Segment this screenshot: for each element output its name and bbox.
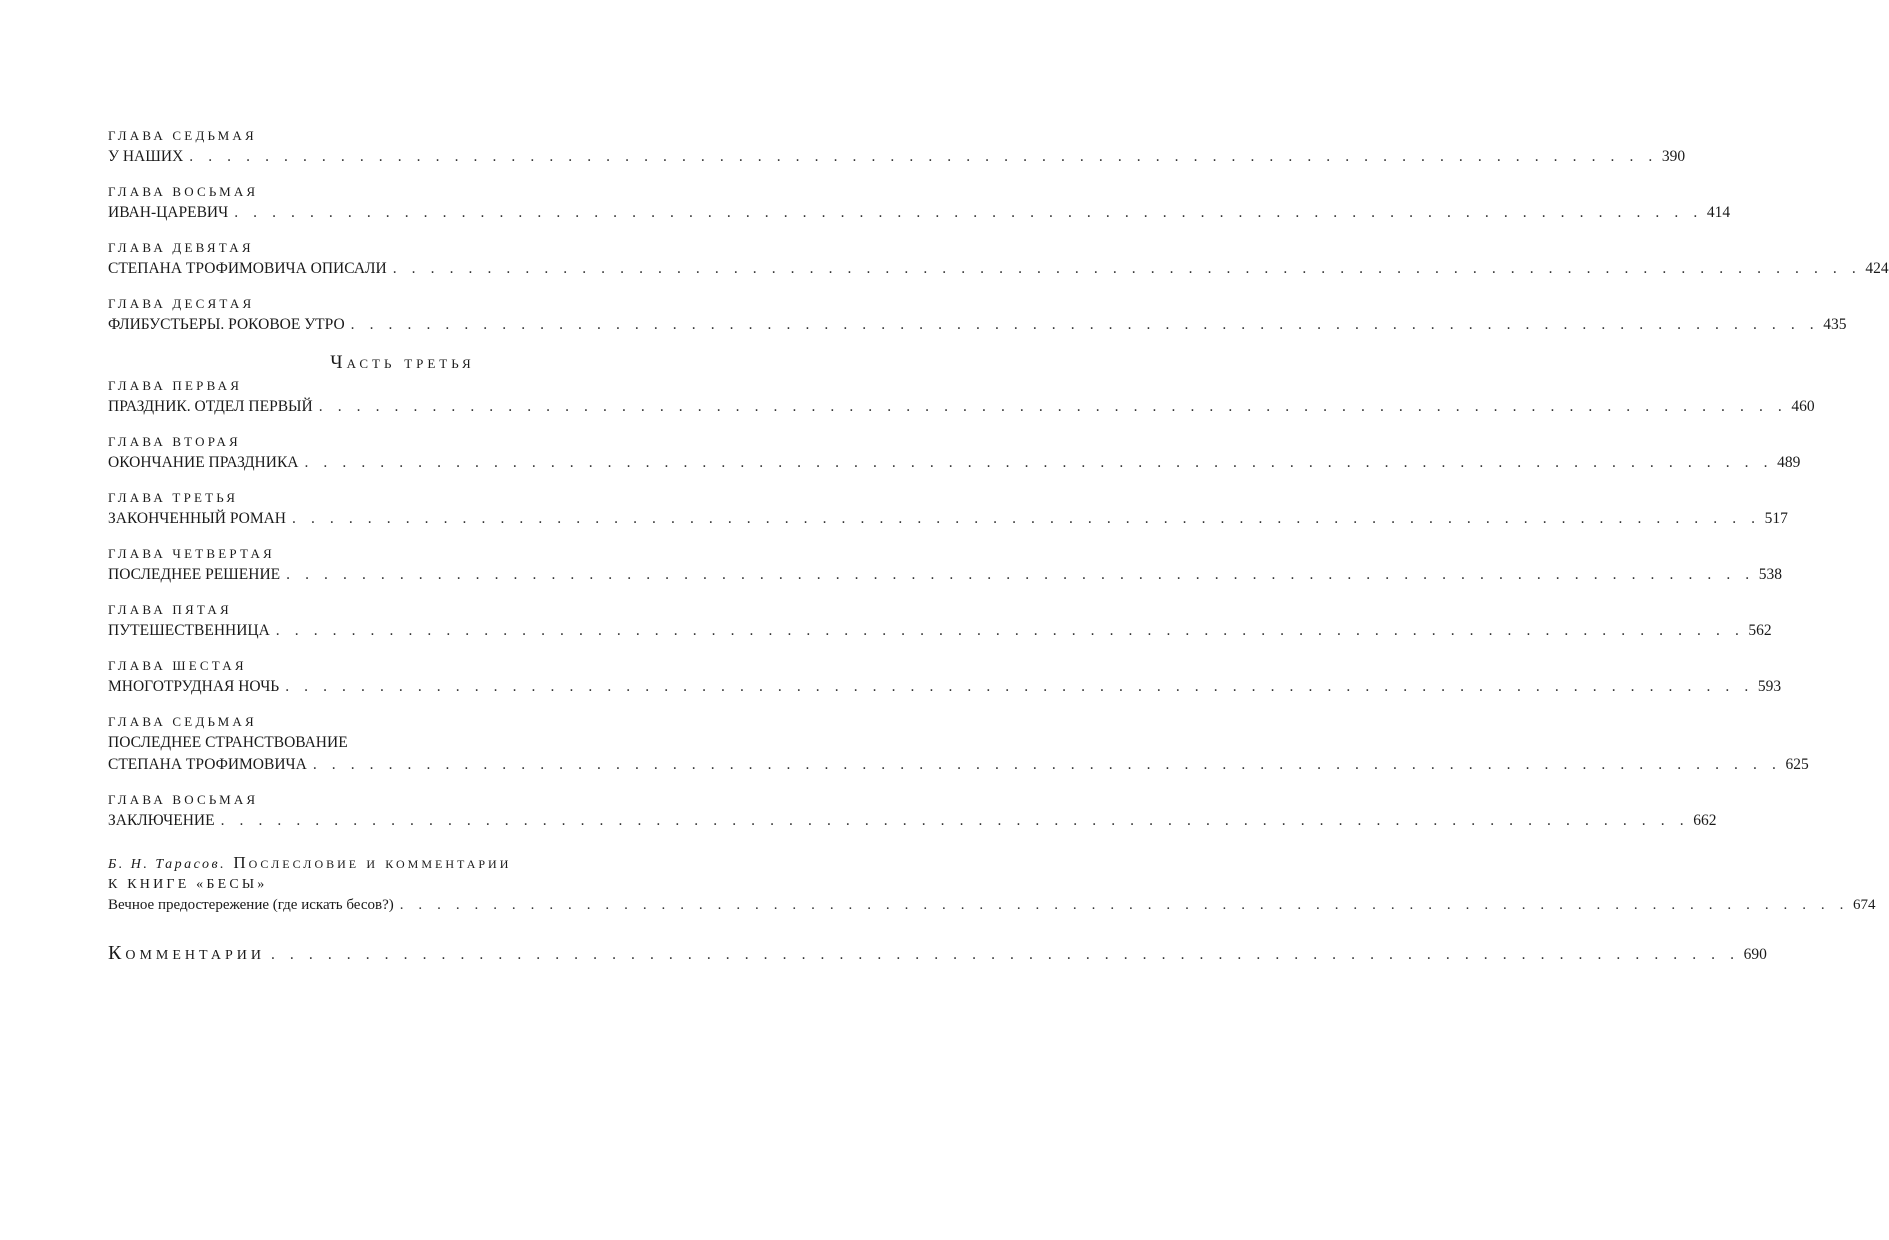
toc-entry[interactable] [108,182,1731,224]
page-number: 593 [1757,678,1782,695]
toc-line [108,146,1686,168]
afterword-entry[interactable] [108,852,1876,916]
part-heading: Часть третья [330,352,475,373]
page-number: 424 [1865,260,1889,277]
comments-entry[interactable] [108,942,1767,964]
chapter-label: ГЛАВА ВОСЬМАЯ [108,792,259,807]
chapter-label: ГЛАВА СЕДЬМАЯ [108,714,257,729]
dot-leader: . . . . . . . . . . . . . . . . . . . . . . . . . . . . . . . . . . . . . . . . . . . . . . . . . . . . . . . . . . . . . . . . . . . . . . . . . . . . . . [270,946,1740,963]
chapter-title-first-line: ПОСЛЕДНЕЕ СТРАНСТВОВАНИЕ [108,734,348,751]
dot-leader: . . . . . . . . . . . . . . . . . . . . . . . . . . . . . . . . . . . . . . . . . . . . . . . . . . . . . . . . . . . . . . . . . . . . . . . . . . . . . . [292,510,1761,527]
page-number: 390 [1661,148,1686,165]
dot-leader: . . . . . . . . . . . . . . . . . . . . . . . . . . . . . . . . . . . . . . . . . . . . . . . . . . . . . . . . . . . . . . . . . . . . . . . . . . . . . . [220,812,1690,829]
toc-entry[interactable] [108,544,1783,586]
toc-line [108,754,1809,776]
chapter-title: СТЕПАНА ТРОФИМОВИЧА ОПИСАЛИ [108,260,387,277]
toc-line [108,508,1788,530]
chapter-title: МНОГОТРУДНАЯ НОЧЬ [108,678,280,695]
page-number: 460 [1791,398,1815,415]
toc-entry[interactable] [108,126,1686,168]
dot-leader: . . . . . . . . . . . . . . . . . . . . . . . . . . . . . . . . . . . . . . . . . . . . . . . . . . . . . . . . . . . . . . . . . . . . . . . . . . . . . . [286,566,1755,583]
toc-line [108,564,1783,586]
page-number: 662 [1693,812,1717,829]
chapter-label: ГЛАВА СЕДЬМАЯ [108,128,257,143]
page-number: 538 [1758,566,1783,583]
dot-leader: . . . . . . . . . . . . . . . . . . . . . . . . . . . . . . . . . . . . . . . . . . . . . . . . . . . . . . . . . . . . . . . . . . . . . . . . . . . . . . [350,316,1820,333]
afterword-heading [108,852,697,876]
toc-entry[interactable] [108,790,1717,832]
page-number: 489 [1777,454,1801,471]
dot-leader: . . . . . . . . . . . . . . . . . . . . . . . . . . . . . . . . . . . . . . . . . . . . . . . . . . . . . . . . . . . . . . . . . . . . . . . . . . . . . . [312,756,1782,773]
toc-entry[interactable] [108,432,1801,474]
chapter-title: ПУТЕШЕСТВЕННИЦА [108,622,270,639]
toc-entry[interactable] [108,294,1847,336]
dot-leader: . . . . . . . . . . . . . . . . . . . . . . . . . . . . . . . . . . . . . . . . . . . . . . . . . . . . . . . . . . . . . . . . . . . . . . . . . . . . . . [285,678,1754,695]
afterword-author: Б. Н. Тарасов. [108,857,227,872]
toc-line [108,314,1847,336]
toc-line [108,620,1772,642]
dot-leader: . . . . . . . . . . . . . . . . . . . . . . . . . . . . . . . . . . . . . . . . . . . . . . . . . . . . . . . . . . . . . . . . . . . . . . . . . . . . . . [399,897,1849,913]
toc-entry[interactable] [108,238,1889,280]
toc-line [108,810,1717,832]
page-number: 435 [1823,316,1847,333]
toc-line [108,452,1801,474]
chapter-title: ПРАЗДНИК. ОТДЕЛ ПЕРВЫЙ [108,398,313,415]
chapter-title: СТЕПАНА ТРОФИМОВИЧА [108,756,307,773]
chapter-label: ГЛАВА ПЕРВАЯ [108,378,243,393]
toc-entry[interactable] [108,712,1809,776]
afterword-title: Послесловие и комментарии [233,853,512,872]
page-number: 674 [1852,897,1876,913]
chapter-title: ОКОНЧАНИЕ ПРАЗДНИКА [108,454,299,471]
toc-entry[interactable] [108,656,1782,698]
chapter-title: ПОСЛЕДНЕЕ РЕШЕНИЕ [108,566,281,583]
essay-title: Вечное предостережение (где искать бесов?) [108,897,394,913]
toc-line [108,258,1889,280]
chapter-label: ГЛАВА ЧЕТВЕРТАЯ [108,546,275,561]
dot-leader: . . . . . . . . . . . . . . . . . . . . . . . . . . . . . . . . . . . . . . . . . . . . . . . . . . . . . . . . . . . . . . . . . . . . . . . . . . . . . . [189,148,1658,165]
dot-leader: . . . . . . . . . . . . . . . . . . . . . . . . . . . . . . . . . . . . . . . . . . . . . . . . . . . . . . . . . . . . . . . . . . . . . . . . . . . . . . [318,398,1788,415]
toc-entry[interactable] [108,600,1772,642]
chapter-label: ГЛАВА ШЕСТАЯ [108,658,247,673]
page-number: 517 [1764,510,1788,527]
chapter-title: ЗАКОНЧЕННЫЙ РОМАН [108,510,286,527]
chapter-title: ФЛИБУСТЬЕРЫ. РОКОВОЕ УТРО [108,316,345,333]
comments-title: Комментарии [108,942,265,964]
page-number: 625 [1785,756,1809,773]
chapter-label: ГЛАВА ВОСЬМАЯ [108,184,259,199]
page-number: 562 [1748,622,1772,639]
table-of-contents [108,126,1889,964]
toc-line [108,942,1767,964]
dot-leader: . . . . . . . . . . . . . . . . . . . . . . . . . . . . . . . . . . . . . . . . . . . . . . . . . . . . . . . . . . . . . . . . . . . . . . . . . . . . . . [275,622,1745,639]
toc-entry[interactable] [108,488,1788,530]
chapter-title: ИВАН-ЦАРЕВИЧ [108,204,229,221]
dot-leader: . . . . . . . . . . . . . . . . . . . . . . . . . . . . . . . . . . . . . . . . . . . . . . . . . . . . . . . . . . . . . . . . . . . . . . . . . . . . . . [304,454,1774,471]
page-number: 690 [1743,946,1767,963]
chapter-label: ГЛАВА ВТОРАЯ [108,434,241,449]
toc-entry[interactable] [108,376,1815,418]
toc-line [108,894,1876,916]
chapter-label: ГЛАВА ДЕВЯТАЯ [108,240,254,255]
toc-line [108,396,1815,418]
chapter-label: ГЛАВА ТРЕТЬЯ [108,490,239,505]
chapter-title: У НАШИХ [108,148,184,165]
dot-leader: . . . . . . . . . . . . . . . . . . . . . . . . . . . . . . . . . . . . . . . . . . . . . . . . . . . . . . . . . . . . . . . . . . . . . . . . . . . . . . [234,204,1703,221]
toc-line [108,202,1731,224]
page-number: 414 [1706,204,1731,221]
chapter-label: ГЛАВА ПЯТАЯ [108,602,232,617]
dot-leader: . . . . . . . . . . . . . . . . . . . . . . . . . . . . . . . . . . . . . . . . . . . . . . . . . . . . . . . . . . . . . . . . . . . . . . . . . . . . . . [392,260,1862,277]
chapter-label: ГЛАВА ДЕСЯТАЯ [108,296,255,311]
toc-line [108,676,1782,698]
chapter-title: ЗАКЛЮЧЕНИЕ [108,812,215,829]
afterword-subtitle: К КНИГЕ «БЕСЫ» [108,877,268,892]
